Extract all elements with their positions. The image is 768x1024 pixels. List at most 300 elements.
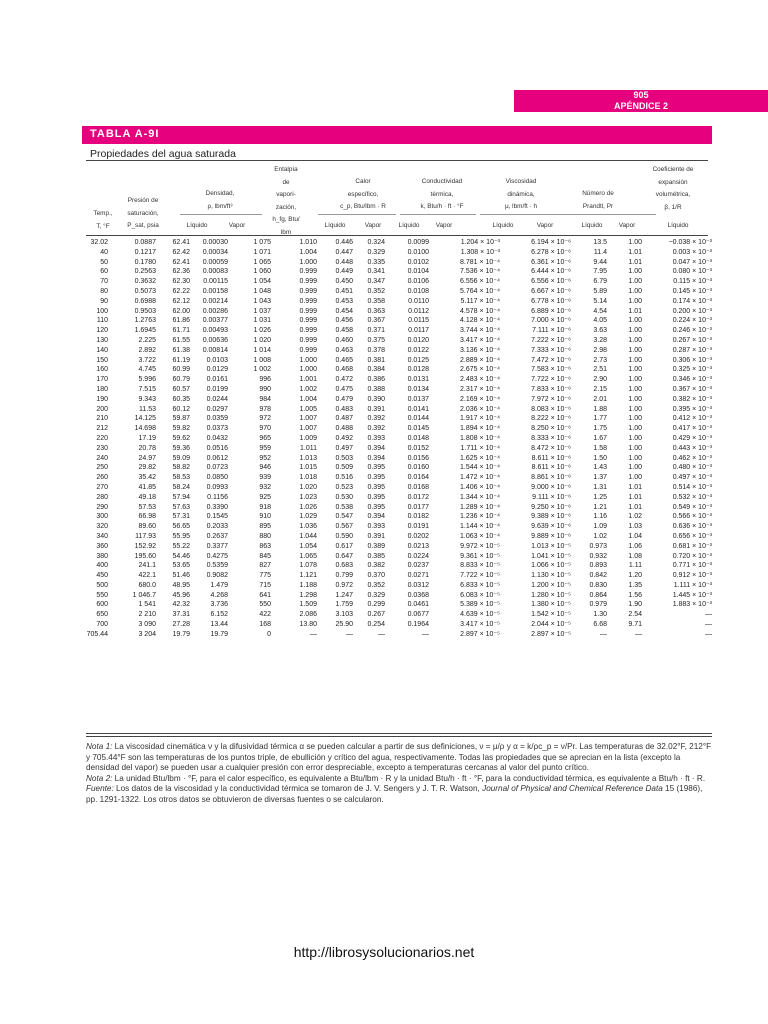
table-cell: 0.287 × 10⁻³ — [672, 346, 712, 354]
table-cell: 1.002 — [299, 385, 317, 393]
table-cell: 1.00 — [628, 434, 642, 442]
page-number: 905 — [633, 90, 649, 100]
header-prandtl: Número de Prandtl, Pr — [582, 190, 614, 210]
table-cell: 1.000 — [299, 366, 317, 374]
table-cell: 4.745 — [138, 366, 156, 374]
table-cell: 0.0100 — [407, 248, 429, 256]
table-cell: 60.79 — [172, 376, 190, 384]
header-density: Densidad, ρ, lbm/ft³ — [205, 190, 235, 210]
table-row — [82, 552, 712, 562]
table-cell: 6.361 × 10⁻⁶ — [531, 258, 571, 266]
table-cell: 4.639 × 10⁻⁵ — [460, 611, 500, 619]
table-cell: 0.492 — [335, 434, 353, 442]
table-cell: 0.200 × 10⁻³ — [672, 307, 712, 315]
table-cell: 3 090 — [138, 621, 156, 629]
subheader: Líquido — [186, 222, 208, 229]
table-cell: 2.317 × 10⁻⁴ — [460, 385, 500, 393]
table-cell: 240 — [96, 454, 108, 462]
table-cell: 2.086 — [299, 611, 317, 619]
table-cell: 1.544 × 10⁻⁴ — [460, 464, 500, 472]
table-cell: 0.080 × 10⁻³ — [672, 268, 712, 276]
table-cell: 1.000 — [299, 258, 317, 266]
table-row — [82, 522, 712, 532]
table-cell: 0.443 × 10⁻³ — [672, 444, 712, 452]
table-cell: 0.9082 — [206, 572, 228, 580]
table-cell: 1.308 × 10⁻³ — [460, 248, 500, 256]
table-cell: 0.394 — [367, 444, 385, 452]
table-cell: 32.02 — [90, 239, 108, 246]
table-cell: 0.395 — [367, 483, 385, 491]
table-cell: 1.58 — [593, 444, 607, 452]
table-cell: 0.999 — [299, 336, 317, 344]
table-cell: 3.417 × 10⁻⁴ — [460, 336, 500, 344]
table-cell: 996 — [259, 376, 271, 384]
table-row — [82, 277, 712, 287]
table-cell: 6.667 × 10⁻⁶ — [531, 287, 571, 295]
table-cell: 3.136 × 10⁻⁴ — [460, 346, 500, 354]
table-cell: 1.43 — [593, 464, 607, 472]
table-cell: 0.567 — [335, 523, 353, 531]
table-cell: 0.0677 — [407, 611, 429, 619]
table-cell: 0 — [267, 630, 271, 638]
table-cell: 1.00 — [628, 415, 642, 423]
table-cell: 1.00 — [628, 278, 642, 286]
table-cell: 1.90 — [628, 601, 642, 609]
table-cell: 9.71 — [628, 621, 642, 629]
table-cell: 100 — [96, 307, 108, 315]
table-cell: 0.547 — [335, 513, 353, 521]
table-cell: 55.95 — [172, 532, 190, 540]
table-cell: 1.21 — [593, 503, 607, 511]
subheader: Vapor — [435, 222, 453, 229]
table-cell: 2.54 — [628, 611, 642, 619]
table-cell: 59.36 — [172, 444, 190, 452]
table-cell: 952 — [259, 454, 271, 462]
table-cell: 3 204 — [138, 630, 156, 638]
table-cell: — — [310, 630, 317, 638]
table-bottom-rule-2 — [86, 736, 712, 737]
saturated-water-table — [82, 238, 712, 640]
table-cell: 1.247 — [335, 591, 353, 599]
table-cell: 2.889 × 10⁻⁴ — [460, 356, 500, 364]
table-cell: 1.16 — [593, 513, 607, 521]
footer-url[interactable]: http://librosysolucionarios.net — [293, 944, 475, 960]
table-cell: 59.62 — [172, 434, 190, 442]
table-cell: 2 210 — [138, 611, 156, 619]
table-cell: 0.864 — [589, 591, 607, 599]
table-cell: 6.68 — [593, 621, 607, 629]
table-cell: 62.12 — [172, 297, 190, 305]
table-cell: 57.94 — [172, 493, 190, 501]
table-cell: 1.509 — [299, 601, 317, 609]
table-cell: 0.636 × 10⁻³ — [672, 523, 712, 531]
table-cell: 8.861 × 10⁻⁶ — [531, 474, 571, 482]
table-cell: 0.00214 — [202, 297, 228, 305]
table-cell: 9.343 — [138, 395, 156, 403]
table-cell: 1.25 — [593, 493, 607, 501]
table-cell: 1.03 — [628, 523, 642, 531]
table-cell: 0.145 × 10⁻³ — [672, 287, 712, 295]
table-cell: 1.711 × 10⁻⁴ — [460, 444, 500, 452]
table-cell: 1.013 × 10⁻⁵ — [531, 542, 571, 550]
table-cell: 0.549 × 10⁻³ — [672, 503, 712, 511]
table-cell: 0.047 × 10⁻³ — [672, 258, 712, 266]
table-cell: 3.63 — [593, 327, 607, 335]
table-cell: 7.000 × 10⁻⁶ — [531, 317, 571, 325]
table-cell: 0.2637 — [206, 532, 228, 540]
table-cell: 5.117 × 10⁻⁴ — [460, 297, 500, 305]
table-cell: 946 — [259, 464, 271, 472]
table-cell: 1.130 × 10⁻⁵ — [531, 572, 571, 580]
table-cell: 918 — [259, 503, 271, 511]
table-cell: 0.395 — [367, 493, 385, 501]
table-cell: 57.31 — [172, 513, 190, 521]
table-cell: 0.0297 — [206, 405, 228, 413]
table-cell: 360 — [96, 542, 108, 550]
table-cell: 1.00 — [628, 268, 642, 276]
table-cell: 56.65 — [172, 523, 190, 531]
table-cell: 0.932 — [589, 552, 607, 560]
table-cell: 1.00 — [628, 474, 642, 482]
table-cell: 42.32 — [172, 601, 190, 609]
table-cell: 0.0271 — [407, 572, 429, 580]
table-cell: 1.445 × 10⁻³ — [672, 591, 712, 599]
table-cell: 0.371 — [367, 327, 385, 335]
table-cell: 990 — [259, 385, 271, 393]
table-row — [82, 600, 712, 610]
table-cell: 0.799 — [335, 572, 353, 580]
table-cell: 0.00286 — [202, 307, 228, 315]
subheader: Líquido — [324, 222, 346, 229]
table-cell: 0.972 — [335, 581, 353, 589]
table-cell: 0.999 — [299, 346, 317, 354]
table-cell: 0.0244 — [206, 395, 228, 403]
table-cell: 3.736 — [210, 601, 228, 609]
table-cell: 0.325 × 10⁻³ — [672, 366, 712, 374]
table-cell: 0.0125 — [407, 356, 429, 364]
table-cell: 168 — [259, 621, 271, 629]
table-cell: 8.611 × 10⁻⁶ — [531, 464, 571, 472]
table-cell: 0.0161 — [206, 376, 228, 384]
table-row — [82, 503, 712, 513]
table-cell: 1.02 — [628, 513, 642, 521]
table-cell: 0.0224 — [407, 552, 429, 560]
table-cell: 0.0144 — [407, 415, 429, 423]
table-cell: — — [635, 630, 642, 638]
table-cell: 60.99 — [172, 366, 190, 374]
table-cell: 1.06 — [628, 542, 642, 550]
table-cell: 35.42 — [138, 474, 156, 482]
table-cell: 90 — [100, 297, 108, 305]
table-cell: 62.42 — [172, 248, 190, 256]
table-cell: 0.1217 — [134, 248, 156, 256]
table-cell: 0.1964 — [407, 621, 429, 629]
table-cell: 6.152 — [210, 611, 228, 619]
table-cell: 0.329 — [367, 591, 385, 599]
table-cell: 66.98 — [138, 513, 156, 521]
table-cell: 1.00 — [628, 395, 642, 403]
table-cell: 27.28 — [172, 621, 190, 629]
table-cell: 11.4 — [593, 248, 607, 256]
table-cell: 0.999 — [299, 327, 317, 335]
table-cell: 1.004 — [299, 395, 317, 403]
table-cell: 0.0312 — [407, 581, 429, 589]
table-cell: 8.333 × 10⁻⁶ — [531, 434, 571, 442]
table-cell: 60.12 — [172, 405, 190, 413]
table-row — [82, 375, 712, 385]
table-cell: 0.617 — [335, 542, 353, 550]
table-cell: −0.038 × 10⁻³ — [668, 239, 712, 246]
table-cell: 0.0148 — [407, 434, 429, 442]
table-cell: 2.897 × 10⁻⁵ — [531, 630, 571, 638]
table-cell: 380 — [96, 552, 108, 560]
table-cell: 1.02 — [593, 532, 607, 540]
table-cell: 1.111 × 10⁻³ — [673, 581, 712, 589]
table-cell: 1.759 — [335, 601, 353, 609]
table-cell: 6.778 × 10⁻⁶ — [531, 297, 571, 305]
table-cell: 1.542 × 10⁻⁵ — [531, 611, 571, 619]
table-cell: 0.468 — [335, 366, 353, 374]
table-cell: 9.361 × 10⁻⁵ — [460, 552, 500, 560]
table-cell: 0.447 — [335, 248, 353, 256]
table-cell: 13.44 — [210, 621, 228, 629]
table-cell: 20.78 — [138, 444, 156, 452]
table-cell: 0.3390 — [206, 503, 228, 511]
table-cell: 5.764 × 10⁻⁴ — [460, 287, 500, 295]
table-row — [82, 385, 712, 395]
table-cell: 61.38 — [172, 346, 190, 354]
table-cell: 1 060 — [253, 268, 271, 276]
table-row — [82, 316, 712, 326]
table-cell: 1.015 — [299, 464, 317, 472]
note-1: Nota 1: La viscosidad cinemática ν y la difusividad térmica α se pueden calcular a partir de sus definiciones, ν = μ/ρ y α = k/ρc_p = ν/Pr. Las temperaturas de 32.02°F, 212°F y 705.44°F son las temperaturas de los puntos triple, de ebullición y crítico del agua, respectivamente. Todas las propiedades que se aprecian en la lista (excepto la densidad del vapor) se pueden usar a cualquier presión con error despreciable, excepto a temperaturas cercanas al valor del punto crítico. — [86, 742, 712, 772]
table-row — [82, 630, 712, 640]
table-row — [82, 581, 712, 591]
table-cell: 1.121 — [299, 572, 317, 580]
table-cell: 59.09 — [172, 454, 190, 462]
table-cell: 0.720 × 10⁻³ — [672, 552, 712, 560]
table-cell: 827 — [259, 562, 271, 570]
table-cell: 8.222 × 10⁻⁶ — [531, 415, 571, 423]
table-cell: 0.683 — [335, 562, 353, 570]
table-cell: 49.18 — [138, 493, 156, 501]
table-cell: 0.503 — [335, 454, 353, 462]
table-cell: 0.299 — [367, 601, 385, 609]
table-cell: 0.0213 — [407, 542, 429, 550]
table-cell: 972 — [259, 415, 271, 423]
group-rule — [400, 214, 476, 215]
table-cell: 0.472 — [335, 376, 353, 384]
table-cell: 0.0850 — [206, 474, 228, 482]
table-cell: 160 — [96, 366, 108, 374]
table-cell: 0.0461 — [407, 601, 429, 609]
table-row — [82, 424, 712, 434]
table-cell: 0.1545 — [206, 513, 228, 521]
table-cell: 0.0103 — [206, 356, 228, 364]
table-cell: 1.236 × 10⁻⁴ — [460, 513, 500, 521]
table-cell: 1.472 × 10⁻⁴ — [460, 474, 500, 482]
table-cell: 62.36 — [172, 268, 190, 276]
header-rule — [86, 235, 708, 236]
table-cell: 1.280 × 10⁻⁵ — [531, 591, 571, 599]
table-cell: 0.391 — [367, 532, 385, 540]
table-row — [82, 434, 712, 444]
table-cell: 0.514 × 10⁻³ — [672, 483, 712, 491]
table-cell: 40 — [100, 248, 108, 256]
table-row — [82, 414, 712, 424]
table-cell: 0.00115 — [203, 278, 228, 286]
table-cell: 939 — [259, 474, 271, 482]
table-cell: 61.86 — [172, 317, 190, 325]
note-2: Nota 2: La unidad Btu/lbm · °F, para el calor específico, es equivalente a Btu/lbm · R y la unidad Btu/h · ft · °F, para la conductividad térmica, es equivalente a Btu/h · ft · R. — [86, 773, 706, 783]
table-cell: 0.460 — [335, 336, 353, 344]
table-cell: 0.378 — [367, 346, 385, 354]
table-cell: 0.00493 — [202, 327, 228, 335]
subheader: Vapor — [536, 222, 554, 229]
table-cell: 0.0129 — [206, 366, 228, 374]
table-cell: 0.417 × 10⁻³ — [672, 425, 712, 433]
table-cell: 7.515 — [138, 385, 156, 393]
table-cell: 0.463 — [335, 346, 353, 354]
table-row — [82, 463, 712, 473]
table-cell: 0.999 — [299, 268, 317, 276]
table-cell: 1.298 — [299, 591, 317, 599]
table-cell: 140 — [96, 346, 108, 354]
table-row — [82, 267, 712, 277]
table-cell: 1.00 — [628, 444, 642, 452]
table-cell: 9.111 × 10⁻⁶ — [532, 493, 571, 501]
table-cell: 0.0160 — [407, 464, 429, 472]
table-cell: 340 — [96, 532, 108, 540]
table-cell: 25.90 — [335, 621, 353, 629]
table-cell: 500 — [96, 581, 108, 589]
table-cell: 2.90 — [593, 376, 607, 384]
table-cell: 1.204 × 10⁻³ — [460, 239, 500, 246]
table-label: TABLA A-9I — [90, 128, 160, 140]
table-cell: 1.01 — [628, 493, 642, 501]
table-cell: 0.0237 — [407, 562, 429, 570]
table-cell: 0.367 — [367, 317, 385, 325]
table-cell: 152.92 — [134, 542, 156, 550]
table-cell: 1.406 × 10⁻⁴ — [460, 483, 500, 491]
table-cell: 1 026 — [253, 327, 271, 335]
table-cell: 400 — [96, 562, 108, 570]
table-cell: 0.003 × 10⁻³ — [672, 248, 712, 256]
table-cell: 0.450 — [335, 278, 353, 286]
table-cell: 0.647 — [335, 552, 353, 560]
table-cell: 0.00030 — [202, 239, 228, 246]
table-cell: 1.01 — [628, 248, 642, 256]
table-cell: 61.55 — [172, 336, 190, 344]
table-cell: 0.0723 — [206, 464, 228, 472]
table-cell: 0.224 × 10⁻³ — [672, 317, 712, 325]
table-cell: 1.56 — [628, 591, 642, 599]
table-cell: 650 — [96, 611, 108, 619]
table-cell: 1.08 — [628, 552, 642, 560]
table-cell: 0.00377 — [202, 317, 228, 325]
table-cell: 3.744 × 10⁻⁴ — [460, 327, 500, 335]
table-cell: 0.395 — [367, 503, 385, 511]
table-cell: 0.388 — [367, 385, 385, 393]
table-cell: 0.0112 — [408, 307, 429, 315]
table-cell: 1.04 — [628, 532, 642, 540]
table-cell: 0.509 — [335, 464, 353, 472]
table-cell: 0.370 — [367, 572, 385, 580]
table-cell: 0.999 — [299, 317, 317, 325]
table-cell: 14.698 — [134, 425, 156, 433]
table-cell: 1.67 — [593, 434, 607, 442]
table-cell: 0.394 — [367, 454, 385, 462]
table-cell: 0.5359 — [206, 562, 228, 570]
table-cell: 0.246 × 10⁻³ — [672, 327, 712, 335]
table-cell: 8.472 × 10⁻⁶ — [531, 444, 571, 452]
table-cell: — — [600, 630, 607, 638]
table-cell: 910 — [259, 513, 271, 521]
table-cell: 0.523 — [335, 483, 353, 491]
source-note: Fuente: Los datos de la viscosidad y la conductividad térmica se tomaron de J. V. Sengers y J. T. R. Watson, Journal of Physical and Chemical Reference Data 15 (1986), pp. 1291-1322. Los otros datos se obtuvieron de diversas fuentes o se calcularon. — [86, 784, 703, 804]
table-cell: 110 — [96, 317, 108, 325]
table-cell: 1.018 — [299, 474, 317, 482]
table-cell: 7.333 × 10⁻⁶ — [531, 346, 571, 354]
table-cell: 9.389 × 10⁻⁶ — [531, 513, 571, 521]
table-cell: 863 — [259, 542, 271, 550]
table-cell: 1.30 — [593, 611, 607, 619]
table-subtitle: Propiedades del agua saturada — [90, 148, 236, 160]
table-cell: 1 071 — [253, 248, 271, 256]
table-cell: 0.449 — [335, 268, 353, 276]
table-cell: 62.00 — [172, 307, 190, 315]
table-cell: 0.0368 — [407, 591, 429, 599]
table-cell: 55.22 — [172, 542, 190, 550]
table-cell: 1.6945 — [134, 327, 156, 335]
table-cell: 9.889 × 10⁻⁶ — [531, 532, 571, 540]
table-cell: 2.98 — [593, 346, 607, 354]
table-bottom-rule — [86, 733, 712, 734]
table-cell: 59.87 — [172, 415, 190, 423]
table-cell: 715 — [259, 581, 271, 589]
table-cell: 0.0359 — [206, 415, 228, 423]
table-cell: 9.639 × 10⁻⁶ — [531, 523, 571, 531]
table-cell: 1.00 — [628, 287, 642, 295]
table-cell: 0.2563 — [134, 268, 156, 276]
table-cell: 700 — [96, 621, 108, 629]
table-cell: 61.19 — [172, 356, 190, 364]
table-cell: 422.1 — [138, 572, 156, 580]
table-cell: 50 — [100, 258, 108, 266]
table-row — [82, 542, 712, 552]
table-row — [82, 620, 712, 630]
table-cell: 0.0156 — [407, 454, 429, 462]
table-cell: 0.0104 — [407, 268, 429, 276]
table-cell: 932 — [259, 483, 271, 491]
table-cell: 0.462 × 10⁻³ — [672, 454, 712, 462]
table-row — [82, 571, 712, 581]
table-cell: 1.01 — [628, 258, 642, 266]
table-cell: 0.999 — [299, 307, 317, 315]
table-cell: 2.225 — [138, 336, 156, 344]
table-cell: 1 002 — [253, 366, 271, 374]
table-cell: 0.382 × 10⁻³ — [672, 395, 712, 403]
table-cell: 1.026 — [299, 503, 317, 511]
table-cell: 0.0137 — [407, 395, 429, 403]
table-cell: 1.00 — [628, 239, 642, 246]
table-cell: 1.066 × 10⁻⁵ — [531, 562, 571, 570]
table-cell: 880 — [259, 532, 271, 540]
table-cell: 0.999 — [299, 287, 317, 295]
table-cell: 0.267 × 10⁻³ — [672, 336, 712, 344]
table-row — [82, 561, 712, 571]
table-cell: 0.0182 — [407, 513, 429, 521]
